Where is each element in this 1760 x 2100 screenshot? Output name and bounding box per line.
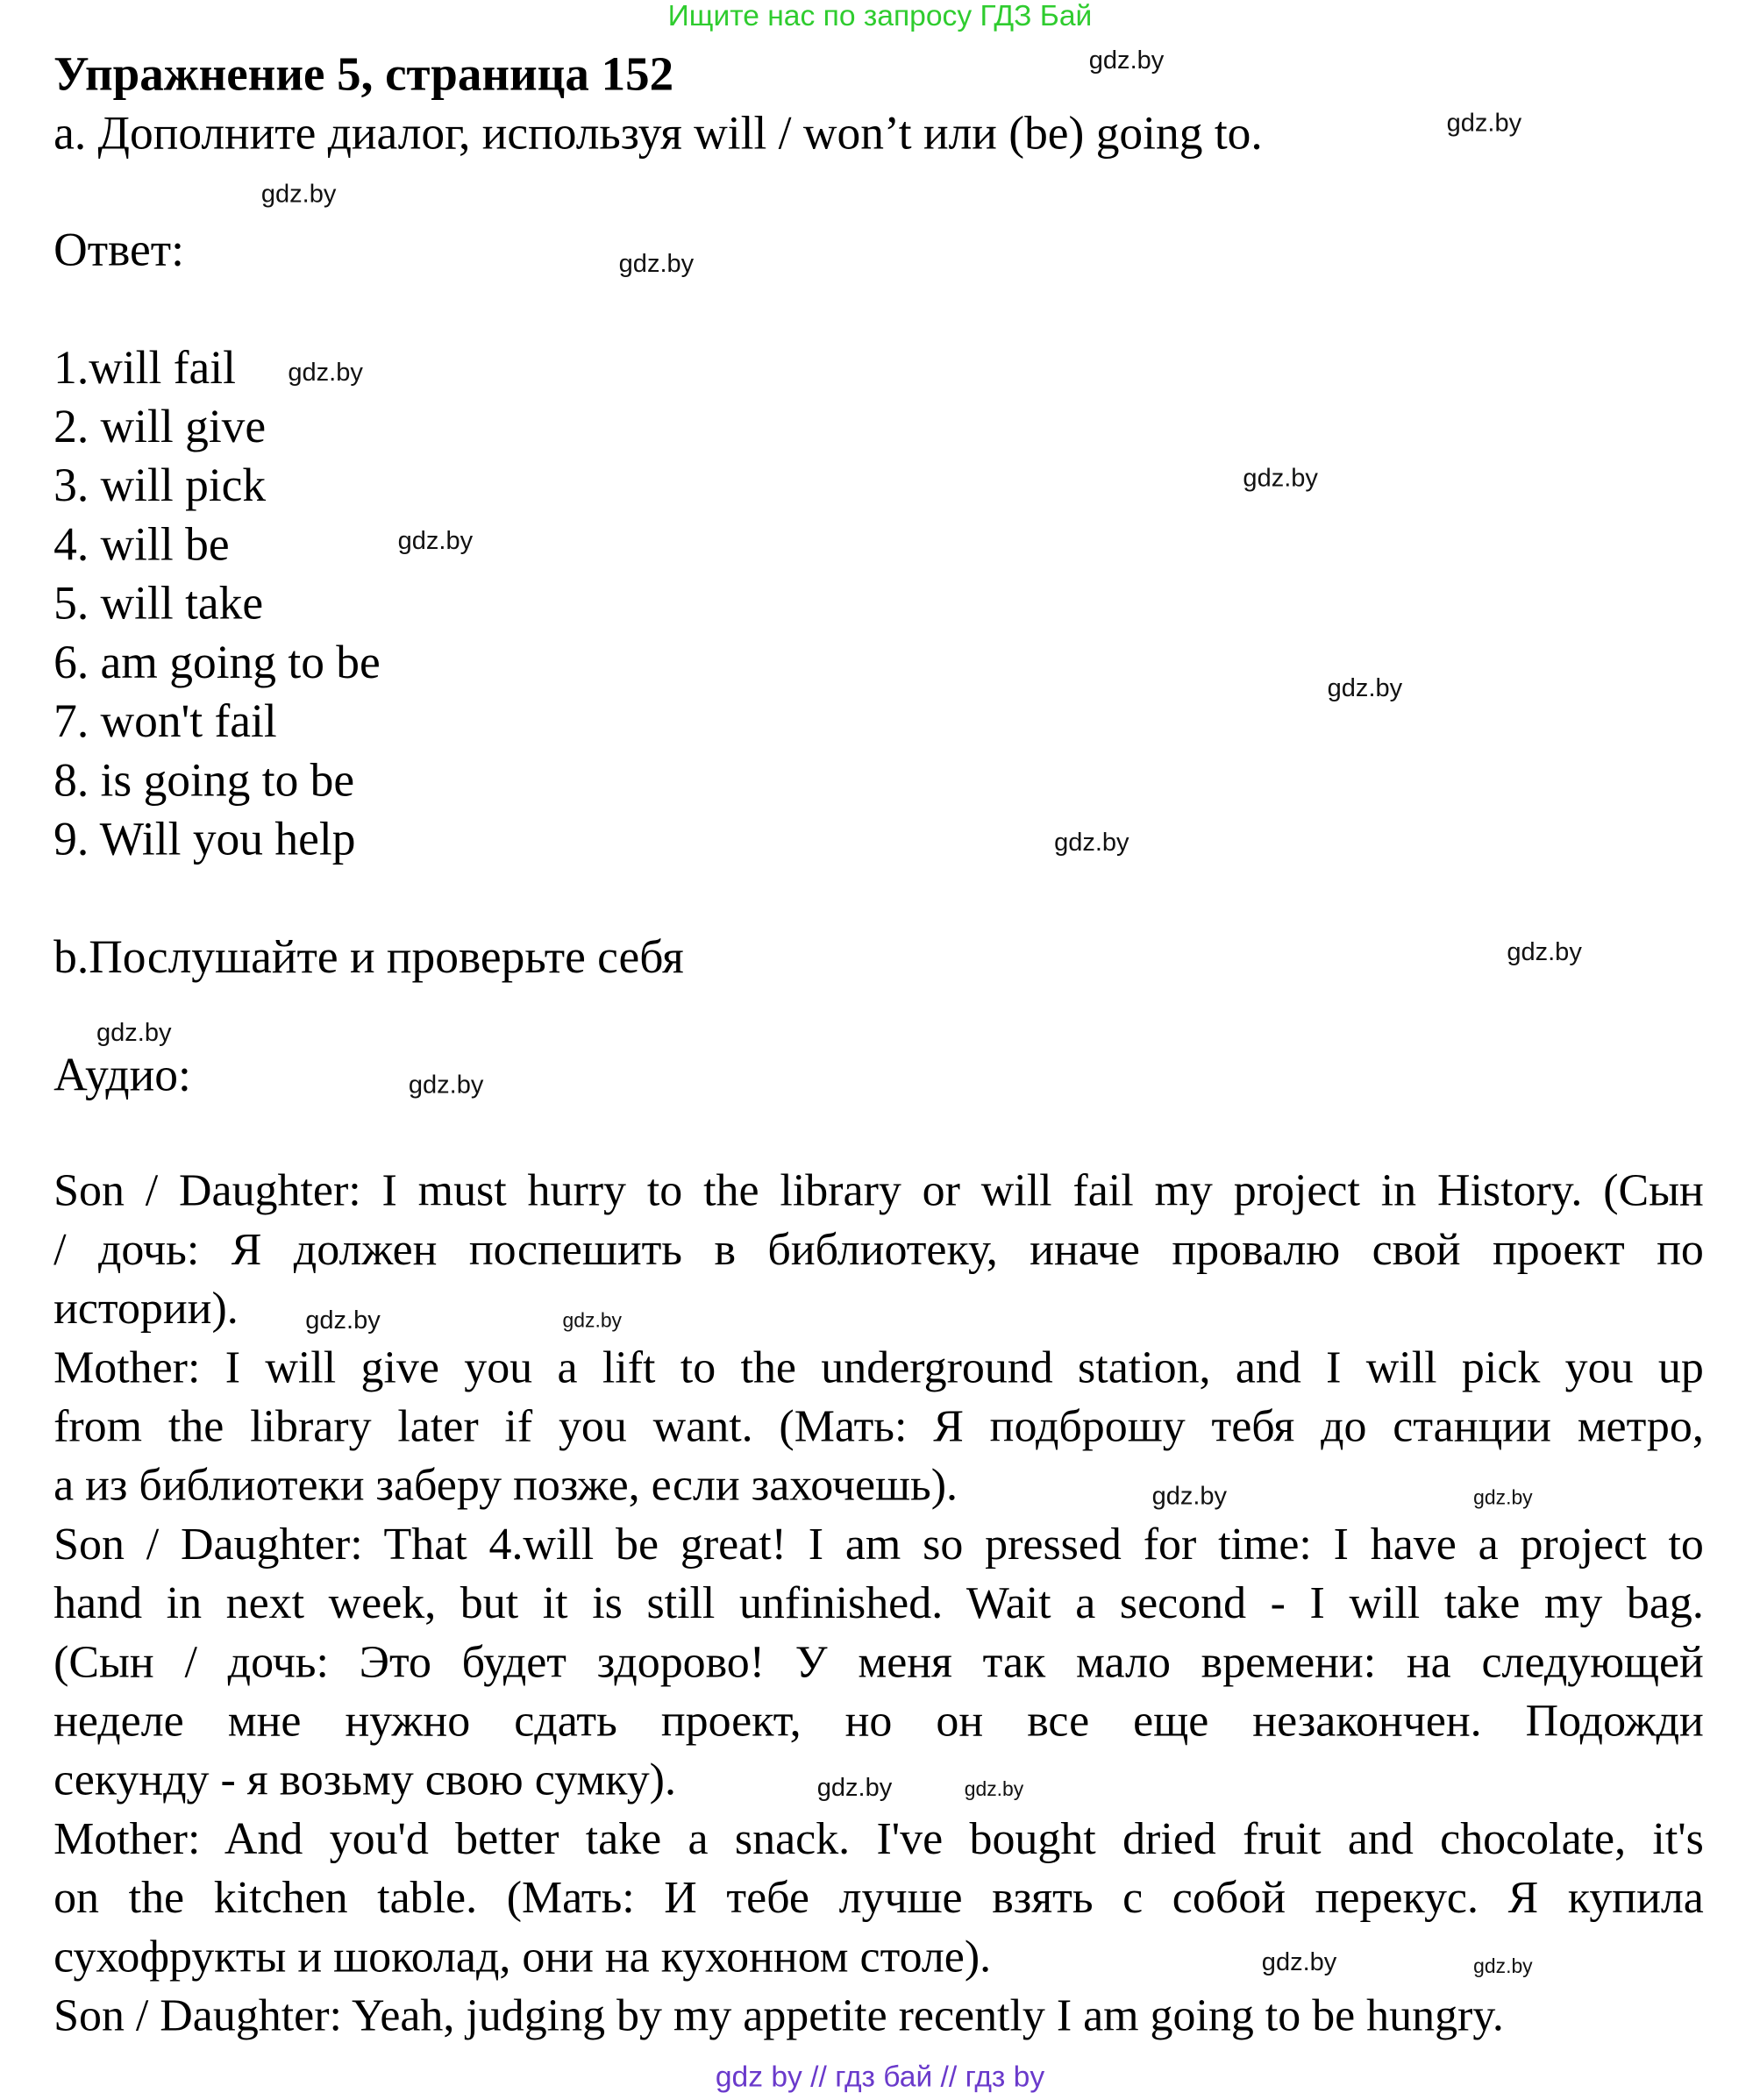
audio-label: Аудио: bbox=[53, 1048, 191, 1101]
dialogue-line: from the library later if you want. (Мать: Я подброшу тебя до станции метро, bbox=[53, 1402, 1704, 1452]
dialogue-line: Mother: And you'd better take a snack. I've bought dried fruit and chocolate, it's bbox=[53, 1814, 1704, 1865]
watermark: gdz.by bbox=[96, 1019, 172, 1048]
answer-item: 6. am going to be bbox=[53, 636, 381, 689]
watermark: gdz.by bbox=[1327, 674, 1403, 703]
watermark: gdz.by bbox=[562, 1309, 623, 1333]
answer-item: 5. will take bbox=[53, 577, 264, 630]
dialogue-line: on the kitchen table. (Мать: И тебе лучше взять с собой перекус. Я купила bbox=[53, 1873, 1704, 1924]
answer-item: 7. won't fail bbox=[53, 694, 277, 748]
dialogue-line: hand in next week, but it is still unfinished. Wait a second - I will take my bag. bbox=[53, 1578, 1704, 1629]
search-banner[interactable]: Ищите нас по запросу ГДЗ Бай bbox=[667, 0, 1093, 32]
answer-item: 1.will fail bbox=[53, 341, 236, 395]
dialogue-line: секунду - я возьму свою сумку). bbox=[53, 1755, 676, 1805]
watermark: gdz.by bbox=[1243, 465, 1318, 494]
task-b: b.Послушайте и проверьте себя bbox=[53, 930, 684, 984]
footer-links[interactable]: gdz by // гдз бай // гдз by bbox=[715, 2060, 1045, 2094]
watermark: gdz.by bbox=[964, 1778, 1024, 1802]
watermark: gdz.by bbox=[1261, 1948, 1337, 1977]
answer-item: 8. is going to be bbox=[53, 753, 355, 807]
watermark: gdz.by bbox=[260, 181, 337, 210]
watermark: gdz.by bbox=[408, 1071, 484, 1100]
dialogue-transcript bbox=[53, 1163, 1704, 2047]
watermark: gdz.by bbox=[1446, 110, 1522, 139]
watermark: gdz.by bbox=[397, 527, 474, 556]
watermark: gdz.by bbox=[1088, 46, 1165, 75]
answer-item: 4. will be bbox=[53, 518, 230, 571]
answer-item: 9. Will you help bbox=[53, 813, 356, 865]
page-title: Упражнение 5, страница 152 bbox=[53, 46, 674, 101]
answer-label: Ответ: bbox=[53, 224, 184, 276]
dialogue-line: / дочь: Я должен поспешить в библиотеку, иначе провалю свой проект по bbox=[53, 1225, 1704, 1276]
watermark: gdz.by bbox=[1151, 1482, 1228, 1511]
watermark: gdz.by bbox=[816, 1774, 893, 1803]
dialogue-line: Mother: I will give you a lift to the underground station, and I will pick you up bbox=[53, 1342, 1704, 1393]
watermark: gdz.by bbox=[1507, 938, 1582, 967]
dialogue-line: Son / Daughter: I must hurry to the library or will fail my project in History. (Сын bbox=[53, 1166, 1704, 1216]
dialogue-line: Son / Daughter: Yeah, judging by my appetite recently I am going to be hungry. bbox=[53, 1991, 1504, 2041]
watermark: gdz.by bbox=[618, 250, 695, 279]
dialogue-line: истории). bbox=[53, 1284, 239, 1335]
dialogue-line: (Сын / дочь: Это будет здорово! У меня так мало времени: на следующей bbox=[53, 1638, 1704, 1688]
answer-item: 3. will pick bbox=[53, 459, 267, 512]
dialogue-line: а из библиотеки заберу позже, если захочешь). bbox=[53, 1461, 958, 1511]
watermark: gdz.by bbox=[1473, 1486, 1533, 1510]
watermark: gdz.by bbox=[1473, 1955, 1533, 1978]
watermark: gdz.by bbox=[1054, 829, 1129, 858]
watermark: gdz.by bbox=[288, 359, 363, 388]
watermark: gdz.by bbox=[305, 1306, 381, 1335]
task-a: a. Дополните диалог, используя will / won’t или (be) going to. bbox=[53, 107, 1263, 160]
dialogue-line: сухофрукты и шоколад, они на кухонном столе). bbox=[53, 1933, 992, 1983]
dialogue-line: Son / Daughter: That 4.will be great! I am so pressed for time: I have a project to bbox=[53, 1520, 1704, 1570]
answer-item: 2. will give bbox=[53, 400, 267, 453]
dialogue-line: неделе мне нужно сдать проект, но он все еще незакончен. Подожди bbox=[53, 1697, 1704, 1747]
